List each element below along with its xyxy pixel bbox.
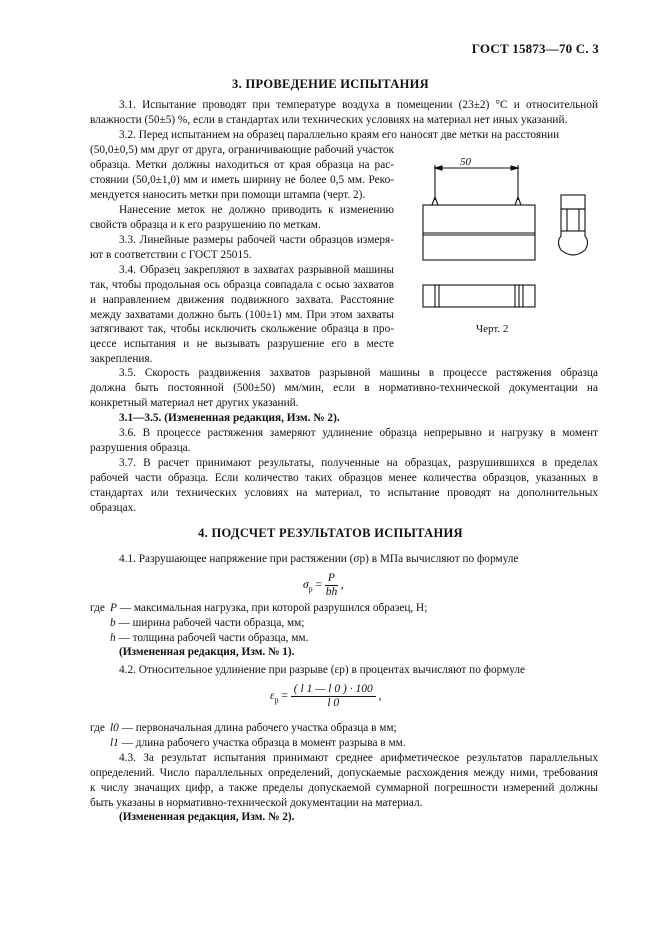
amendment-note-3-1-3-5: 3.1—3.5. (Измененная редакция, Изм. № 2). [119,412,340,424]
paragraph-3-2-first-line: 3.2. Перед испытанием на образец параллельно краям его наносят две метки на расстоянии [119,129,560,141]
paragraph-4-3: 4.3. За результат испытания принимают среднее арифметическое результатов параллельных определений. Число параллельных определений, допускаемые расхождения между ними, требования к числу значащих цифр, а также пределы допускаемой суммарной погрешности измерений должны быть указаны в нормативно-технической документации на материал. [90,752,598,809]
dimension-label: 50 [460,156,471,168]
section-3-title: 3. ПРОВЕДЕНИЕ ИСПЫТАНИЯ [232,77,429,91]
page-header: ГОСТ 15873—70 С. 3 [471,41,599,56]
formula-elongation: $\varepsilon_р$ = $\frac{( l 1 — l 0 ) \cdot 100}{l 0}$ , [270,683,382,709]
paragraph-3-2: (50,0±0,5) мм друг от друга, ограничивающие рабочий участок образца. Метки должны находиться от края образца на рас- стоянии (50,0±1,0) мм и иметь ширину не более 0,5 мм. Реко- мендуется наносить метки при помощи штампа (черт. 2). [90,144,394,201]
paragraph-3-1: 3.1. Испытание проводят при температуре воздуха в помещении (23±2) °С и относительной влажности (50±5) %, если в стандартах или технических условиях на материал нет иных указаний. [90,99,598,126]
variable-row: b — ширина рабочей части образца, мм; [110,616,305,629]
amendment-note-4-3: (Измененная редакция, Изм. № 2). [119,811,295,823]
variable-row: где P — максимальная нагрузка, при которой разрушился образец, Н; [90,602,428,614]
specimen-drawing [415,150,605,350]
variable-row: где l0 — первоначальная длина рабочего участка образца в мм; [90,722,397,734]
formula-stress: $\sigma_р$ = $\frac{P}{bh}$ , [303,572,344,598]
amendment-note-4-1: (Измененная редакция, Изм. № 1). [119,646,295,658]
paragraph-4-2: 4.2. Относительное удлинение при разрыве (εp) в процентах вычисляют по формуле [119,664,526,676]
section-4-title: 4. ПОДСЧЕТ РЕЗУЛЬТАТОВ ИСПЫТАНИЯ [198,526,463,540]
paragraph-4-1: 4.1. Разрушающее напряжение при растяжении (σp) в МПа вычисляют по формуле [119,553,519,565]
paragraph-3-5: 3.5. Скорость раздвижения захватов разрывной машины в процессе растяжения образца должна быть постоянной (500±50) мм/мин, если в нормативно-технической документации на конкретный материал нет других указаний. [90,367,598,409]
paragraph-3-2-marks: Нанесение меток не должно приводить к изменению свойств образца и к его разрушению по меткам. [90,204,394,231]
paragraph-3-3: 3.3. Линейные размеры рабочей части образцов измеря- ют в соответствии с ГОСТ 25015. [90,234,394,261]
variables-4-2 [90,721,598,751]
paragraph-3-4: 3.4. Образец закрепляют в захватах разрывной машины так, чтобы продольная ось образца совпадала с осью захватов и направлением движения подвижного захвата. Расстояние между захватами должно быть (100±1) мм. При этом захваты затягивают так, чтобы исключить скольжение образца в про- цессе испытания и не вызывать разрушение его в месте закрепления. [90,264,394,366]
variable-row: l1 — длина рабочего участка образца в момент разрыва в мм. [110,736,406,749]
paragraph-3-7: 3.7. В расчет принимают результаты, полученные на образцах, разрушившихся в пределах рабочей части образца. Если количество таких образцов менее количества образцов, указанных в стандартах или технических условиях на материал, то испытание проводят на дополнительных образцах. [90,457,598,514]
variable-row: h — толщина рабочей части образца, мм. [110,631,309,644]
figure-caption: Черт. 2 [476,323,509,335]
variables-4-1 [90,601,598,646]
paragraph-3-6: 3.6. В процессе растяжения замеряют удлинение образца непрерывно и нагрузку в момент разрушения образца. [90,427,598,454]
